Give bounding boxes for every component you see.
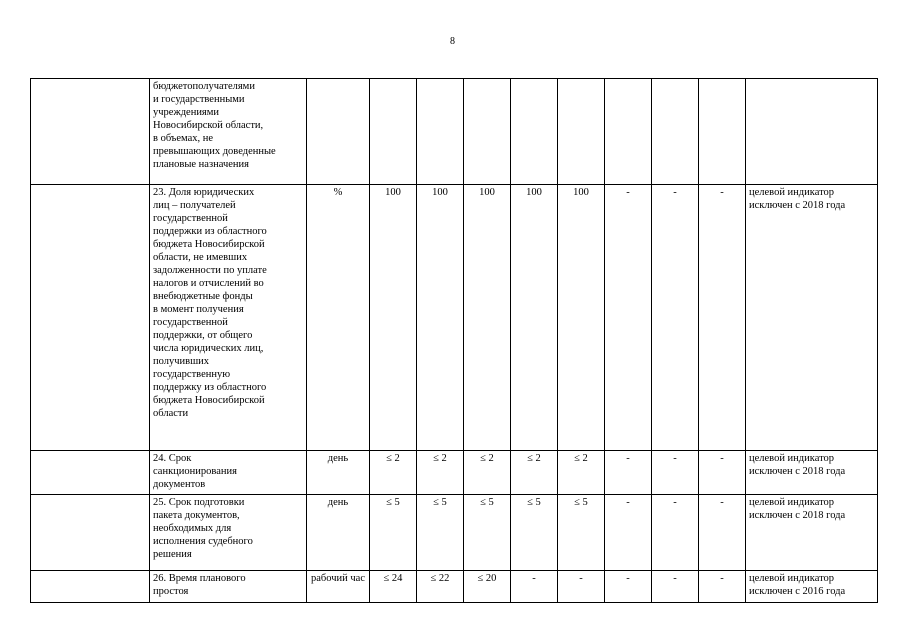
indicator-name-line: задолженности по уплате — [153, 265, 267, 276]
value-cell: 100 — [511, 185, 558, 451]
indicator-name-line: бюджета Новосибирской — [153, 395, 265, 406]
value-cell: 100 — [417, 185, 464, 451]
indicator-name-cell — [150, 495, 307, 571]
indicator-name-line: документов — [153, 479, 206, 490]
value-cell: ≤ 5 — [464, 495, 511, 571]
table-row — [31, 571, 878, 603]
empty-cell — [31, 451, 150, 495]
indicator-name-line: Новосибирской области, — [153, 120, 264, 131]
value-cell: ≤ 2 — [511, 451, 558, 495]
indicator-name-line: плановые назначения — [153, 159, 249, 170]
value-cell — [417, 79, 464, 185]
value-cell: - — [605, 571, 652, 603]
indicator-name-line: санкционирования — [153, 466, 237, 477]
indicator-name-line: внебюджетные фонды — [153, 291, 253, 302]
note-cell: целевой индикатор исключен с 2018 года — [746, 185, 878, 451]
indicator-name-line: исполнения судебного — [153, 536, 253, 547]
value-cell: ≤ 5 — [558, 495, 605, 571]
indicator-name-line: в момент получения — [153, 304, 244, 315]
empty-cell — [31, 571, 150, 603]
value-cell: ≤ 2 — [464, 451, 511, 495]
indicator-name-line: государственной — [153, 213, 228, 224]
indicator-name-line: в объемах, не — [153, 133, 214, 144]
indicator-name-line: бюджета Новосибирской — [153, 239, 265, 250]
value-cell: ≤ 2 — [370, 451, 417, 495]
indicator-name-line: и государственными — [153, 94, 245, 105]
value-cell: ≤ 5 — [417, 495, 464, 571]
value-cell: - — [605, 451, 652, 495]
value-cell: ≤ 2 — [417, 451, 464, 495]
unit-cell: день — [307, 451, 370, 495]
unit-cell: % — [307, 185, 370, 451]
value-cell: ≤ 5 — [511, 495, 558, 571]
indicator-name-line: области, не имевших — [153, 252, 248, 263]
indicator-name-line: учреждениями — [153, 107, 220, 118]
indicator-name-line: необходимых для — [153, 523, 232, 534]
value-cell: ≤ 5 — [370, 495, 417, 571]
indicator-name-line: поддержки, от общего — [153, 330, 253, 341]
empty-cell — [31, 185, 150, 451]
indicator-name-line: 24. Срок — [153, 453, 192, 464]
value-cell — [699, 79, 746, 185]
value-cell: - — [652, 495, 699, 571]
note-cell: целевой индикатор исключен с 2016 года — [746, 571, 878, 603]
value-cell: - — [511, 571, 558, 603]
table-row — [31, 185, 878, 451]
value-cell: - — [652, 571, 699, 603]
value-cell: - — [652, 185, 699, 451]
indicators-table — [30, 78, 878, 603]
indicator-name-line: превышающих доведенные — [153, 146, 276, 157]
indicator-name-line: простоя — [153, 586, 189, 597]
value-cell: ≤ 20 — [464, 571, 511, 603]
indicator-name-line: государственную — [153, 369, 231, 380]
indicator-name-line: государственной — [153, 317, 228, 328]
note-cell — [746, 79, 878, 185]
unit-cell: рабочий час — [307, 571, 370, 603]
value-cell: ≤ 22 — [417, 571, 464, 603]
indicator-name-line: области — [153, 408, 189, 419]
value-cell: - — [558, 571, 605, 603]
indicator-name-line: 26. Время планового — [153, 573, 246, 584]
indicator-name-line: получивших — [153, 356, 210, 367]
table-row — [31, 495, 878, 571]
indicator-name-cell — [150, 185, 307, 451]
value-cell: ≤ 24 — [370, 571, 417, 603]
value-cell: - — [699, 451, 746, 495]
table-row — [31, 451, 878, 495]
note-cell: целевой индикатор исключен с 2018 года — [746, 451, 878, 495]
indicator-name-line: поддержки из областного — [153, 226, 267, 237]
indicator-name-line: поддержку из областного — [153, 382, 267, 393]
value-cell: 100 — [464, 185, 511, 451]
value-cell — [558, 79, 605, 185]
indicator-name-cell — [150, 79, 307, 185]
indicator-name-line: 23. Доля юридических — [153, 187, 255, 198]
unit-cell — [307, 79, 370, 185]
table-row — [31, 79, 878, 185]
unit-cell: день — [307, 495, 370, 571]
value-cell — [370, 79, 417, 185]
value-cell — [652, 79, 699, 185]
indicator-name-line: налогов и отчислений во — [153, 278, 264, 289]
value-cell: - — [605, 185, 652, 451]
value-cell: - — [605, 495, 652, 571]
value-cell: 100 — [558, 185, 605, 451]
indicator-name-line: числа юридических лиц, — [153, 343, 264, 354]
note-cell: целевой индикатор исключен с 2018 года — [746, 495, 878, 571]
value-cell — [511, 79, 558, 185]
empty-cell — [31, 495, 150, 571]
indicator-name-line: пакета документов, — [153, 510, 240, 521]
value-cell: - — [652, 451, 699, 495]
value-cell: - — [699, 185, 746, 451]
empty-cell — [31, 79, 150, 185]
value-cell: - — [699, 495, 746, 571]
indicator-name-cell — [150, 451, 307, 495]
page-number: 8 — [450, 36, 455, 47]
value-cell: ≤ 2 — [558, 451, 605, 495]
indicator-name-line: лиц – получателей — [153, 200, 236, 211]
indicator-name-line: бюджетополучателями — [153, 81, 255, 92]
value-cell: 100 — [370, 185, 417, 451]
value-cell — [605, 79, 652, 185]
indicator-name-cell — [150, 571, 307, 603]
indicator-name-line: 25. Срок подготовки — [153, 497, 245, 508]
value-cell — [464, 79, 511, 185]
indicator-name-line: решения — [153, 549, 192, 560]
value-cell: - — [699, 571, 746, 603]
